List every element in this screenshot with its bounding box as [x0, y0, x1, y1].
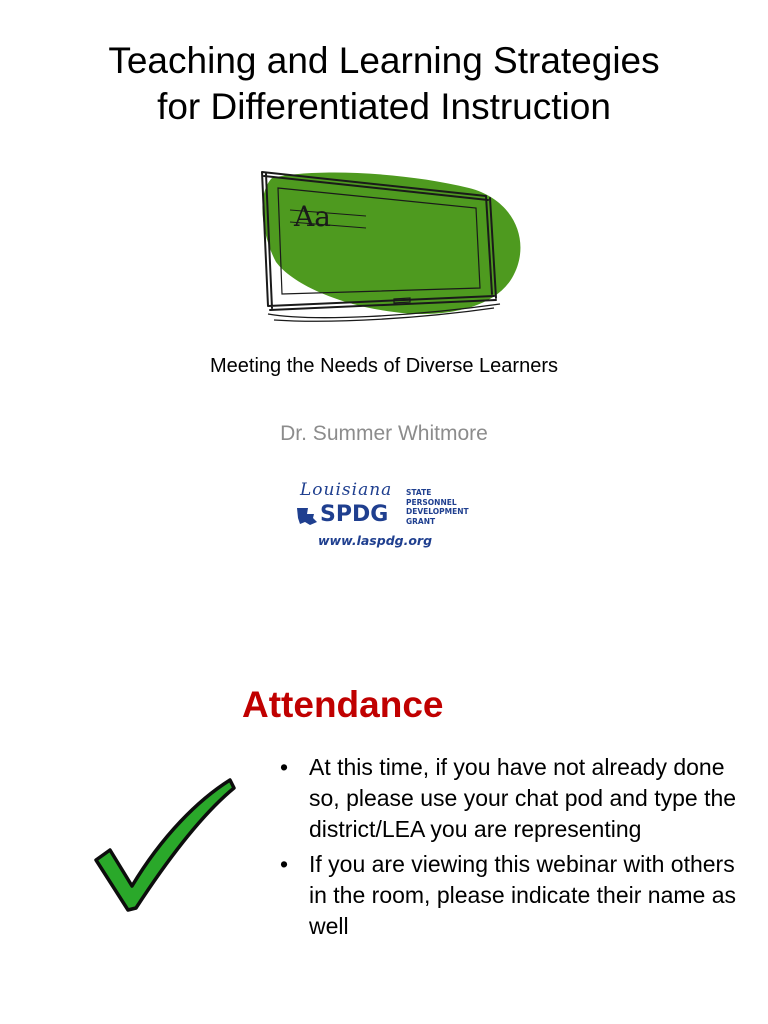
- attendance-heading: Attendance: [242, 684, 444, 725]
- slide-title: [0, 38, 768, 130]
- logo-script-text: Louisiana: [300, 480, 393, 500]
- slide-subtitle: Meeting the Needs of Diverse Learners: [210, 355, 558, 377]
- attendance-bullet-list: [280, 752, 750, 946]
- spdg-logo: [294, 478, 484, 554]
- logo-url: www.laspdg.org: [318, 533, 433, 548]
- board-letters: Aa: [294, 200, 331, 233]
- bullet-marker: •: [280, 754, 289, 780]
- title-line-2: for Differentiated Instruction: [157, 86, 611, 127]
- bullet-text: If you are viewing this webinar with others in the room, please indicate their name as well: [309, 851, 737, 939]
- bullet-text: At this time, if you have not already done so, please use your chat pod and type the district/LEA you are representing: [309, 754, 737, 842]
- chalkboard-icon: [254, 166, 524, 328]
- list-item: [280, 752, 750, 845]
- checkmark-icon: [90, 778, 236, 912]
- logo-line-personnel: PERSONNEL: [406, 497, 457, 507]
- title-line-1: Teaching and Learning Strategies: [108, 40, 660, 81]
- logo-line-grant: GRANT: [406, 516, 436, 526]
- logo-line-state: STATE: [406, 488, 432, 497]
- attendance-slide: [0, 620, 768, 1024]
- louisiana-state-icon: [296, 506, 318, 526]
- logo-line-development: DEVELOPMENT: [406, 507, 469, 516]
- bullet-marker: •: [280, 851, 289, 877]
- presenter-name: Dr. Summer Whitmore: [280, 422, 488, 445]
- list-item: [280, 849, 750, 942]
- logo-grant-text: [406, 488, 469, 526]
- logo-acronym: SPDG: [320, 502, 389, 527]
